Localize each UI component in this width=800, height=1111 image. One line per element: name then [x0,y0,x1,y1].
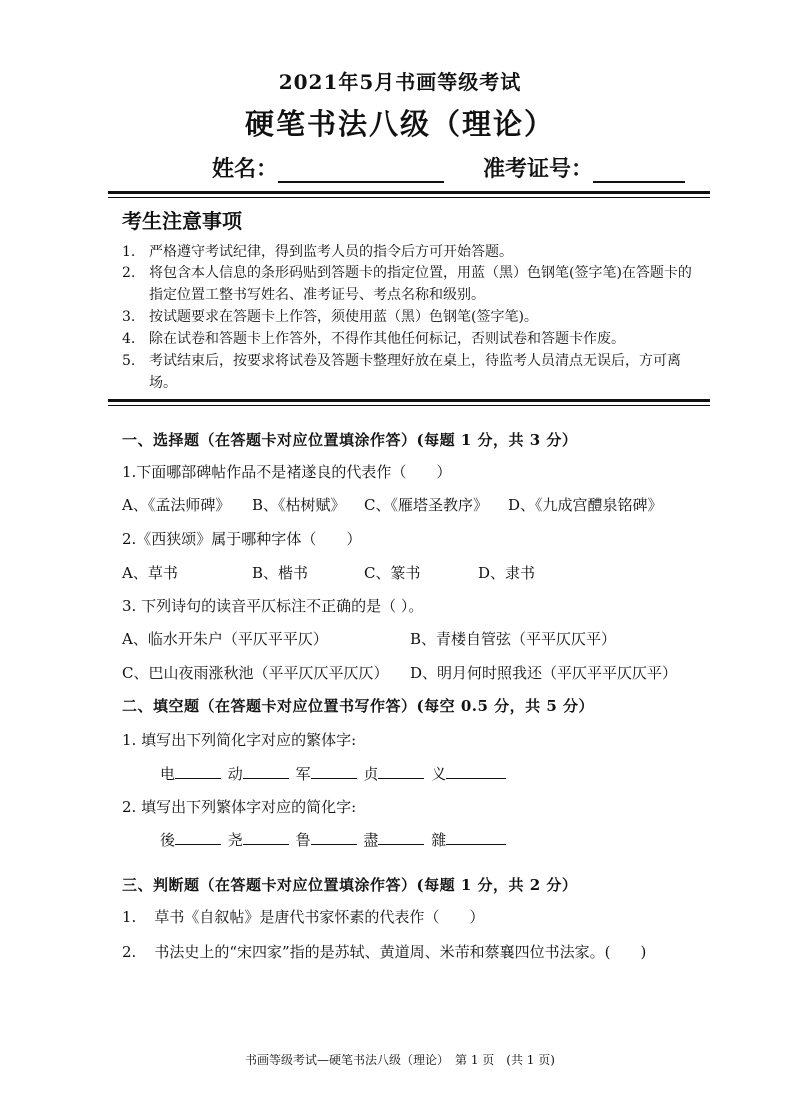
divider-middle [108,399,710,402]
option-c: C、巴山夜雨涨秋池（平平仄仄平仄仄） [122,664,389,682]
notice-heading: 考生注意事项 [122,209,242,233]
option-b: B、青楼自管弦（平平仄仄平） [410,630,617,648]
character: 後 [160,831,176,849]
character: 雜 [431,831,447,849]
question-stem: 1. 填写出下列简化字对应的繁体字: [122,731,357,749]
question-stem: 2. 填写出下列繁体字对应的简化字: [122,798,357,816]
divider-top-thin [108,197,710,198]
option-b: B、《枯树赋》 [252,496,346,514]
answer-blank [243,764,289,779]
exam-subtitle: 硬笔书法八级（理论） [244,107,555,141]
answer-blank [175,830,221,845]
answer-blank [446,764,506,779]
question-stem: 2.《西狭颂》属于哪种字体（ ） [122,530,362,548]
fill-row-simplified [160,829,508,850]
candidate-id-label: 准考证号： [483,156,594,182]
page-footer: 书画等级考试—硬笔书法八级（理论） 第 1 页 (共 1 页) [245,1053,555,1067]
option-d: D、《九成宫醴泉铭碑》 [508,496,663,514]
option-d: D、明月何时照我还（平仄平平仄仄平） [410,664,678,682]
name-field [212,152,444,183]
section-judge-heading: 三、判断题（在答题卡对应位置填涂作答）(每题 1 分，共 2 分） [122,876,578,894]
candidate-id-blank [593,161,685,183]
answer-blank [311,764,357,779]
character: 鲁 [295,831,311,849]
character: 动 [227,765,243,783]
section-choice-heading: 一、选择题（在答题卡对应位置填涂作答）(每题 1 分，共 3 分） [122,431,578,449]
judge-question: 1. 草书《自叙帖》是唐代书家怀素的代表作（ ） [122,908,485,926]
divider-middle-thin [108,405,710,406]
fill-row-traditional [160,763,508,784]
character: 尧 [227,831,243,849]
candidate-id-field [483,152,685,183]
answer-blank [243,830,289,845]
judge-question: 2. 书法史上的“宋四家”指的是苏轼、黄道周、米芾和蔡襄四位书法家。( ) [122,943,647,961]
section-fill-heading: 二、填空题（在答题卡对应位置书写作答）(每空 0.5 分，共 5 分） [122,697,595,715]
exam-paper: 2021年5月书画等级考试 硬笔书法八级（理论） 姓名： 准考证号： 考生注意事项 1. 严格遵守考试纪律，得到监考人员的指令后方可开始答题。 2. 将包含本人信息的条形码贴到答题卡的指定位置，用蓝（黑）色钢笔(签字笔)在答题卡的指定位置工整书写姓名、准考证号、考点名称和级别。 3. 按试题要求在答题卡上作答，须使用蓝（黑）色钢笔(签字笔)。 4. 除在试卷和答题卡上作答外，不得作其他任何标记，否则试卷和答题卡作废。 5. 考试结束后，按要求将试卷及答题卡整理好放在桌上，待监考人员清点无误后，方可离场。 一、选择题（在答题卡对应位置填涂作答）(每题 1 分，共 3 分） 1.下面哪部碑帖作品不是褚遂良的代表作（ ） A、《孟法师碑》 B、《枯树赋》 C、《雁塔圣教序》 D、《九成宫醴泉铭碑》 2.《西狭颂》属于哪种字体（ ） A、草书 B、楷书 C、篆书 D、隶书 3. 下列诗句的读音平仄标注不正确的是（ ）。 A、临水开朱户（平仄平平仄） B、青楼自管弦（平平仄仄平） C、巴山夜雨涨秋池（平平仄仄平仄仄） D、明月何时照我还（平仄平平仄仄平） 二、填空题（在答题卡对应位置书写作答）(每空 0.5 分，共 5 分） 1. 填写出下列简化字对应的繁体字: 电 动 军 贞 义 2. 填写出下列繁体字对应的简化字: 後 尧 鲁 盡 雜 三、判断题（在答题卡对应位置填涂作答）(每题 1 分，共 2 分） 1. 草书《自叙帖》是唐代书家怀素的代表作（ ） 2. 书法史上的“宋四家”指的是苏轼、黄道周、米芾和蔡襄四位书法家。( ) 书画等级考试—硬笔书法八级（理论） 第 1 页 (共 1 页) [0,0,800,1111]
answer-blank [446,830,506,845]
answer-blank [175,764,221,779]
option-a: A、《孟法师碑》 [122,496,231,514]
character: 盡 [363,831,379,849]
question-stem: 3. 下列诗句的读音平仄标注不正确的是（ ）。 [122,597,424,615]
answer-blank [311,830,357,845]
option-c: C、《雁塔圣教序》 [364,496,488,514]
divider-top [108,191,710,194]
answer-blank [378,764,424,779]
character: 义 [431,765,447,783]
character: 电 [160,765,176,783]
question-stem: 1.下面哪部碑帖作品不是褚遂良的代表作（ ） [122,463,452,481]
name-label: 姓名： [212,156,279,182]
character: 军 [295,765,311,783]
answer-blank [378,830,424,845]
name-blank [278,161,444,183]
option-b: B、楷书 [252,564,309,582]
exam-title: 2021年5月书画等级考试 [278,70,522,94]
option-a: A、草书 [122,564,178,582]
option-d: D、隶书 [478,564,536,582]
option-c: C、篆书 [364,564,421,582]
character: 贞 [363,765,379,783]
option-a: A、临水开朱户（平仄平平仄） [122,630,328,648]
